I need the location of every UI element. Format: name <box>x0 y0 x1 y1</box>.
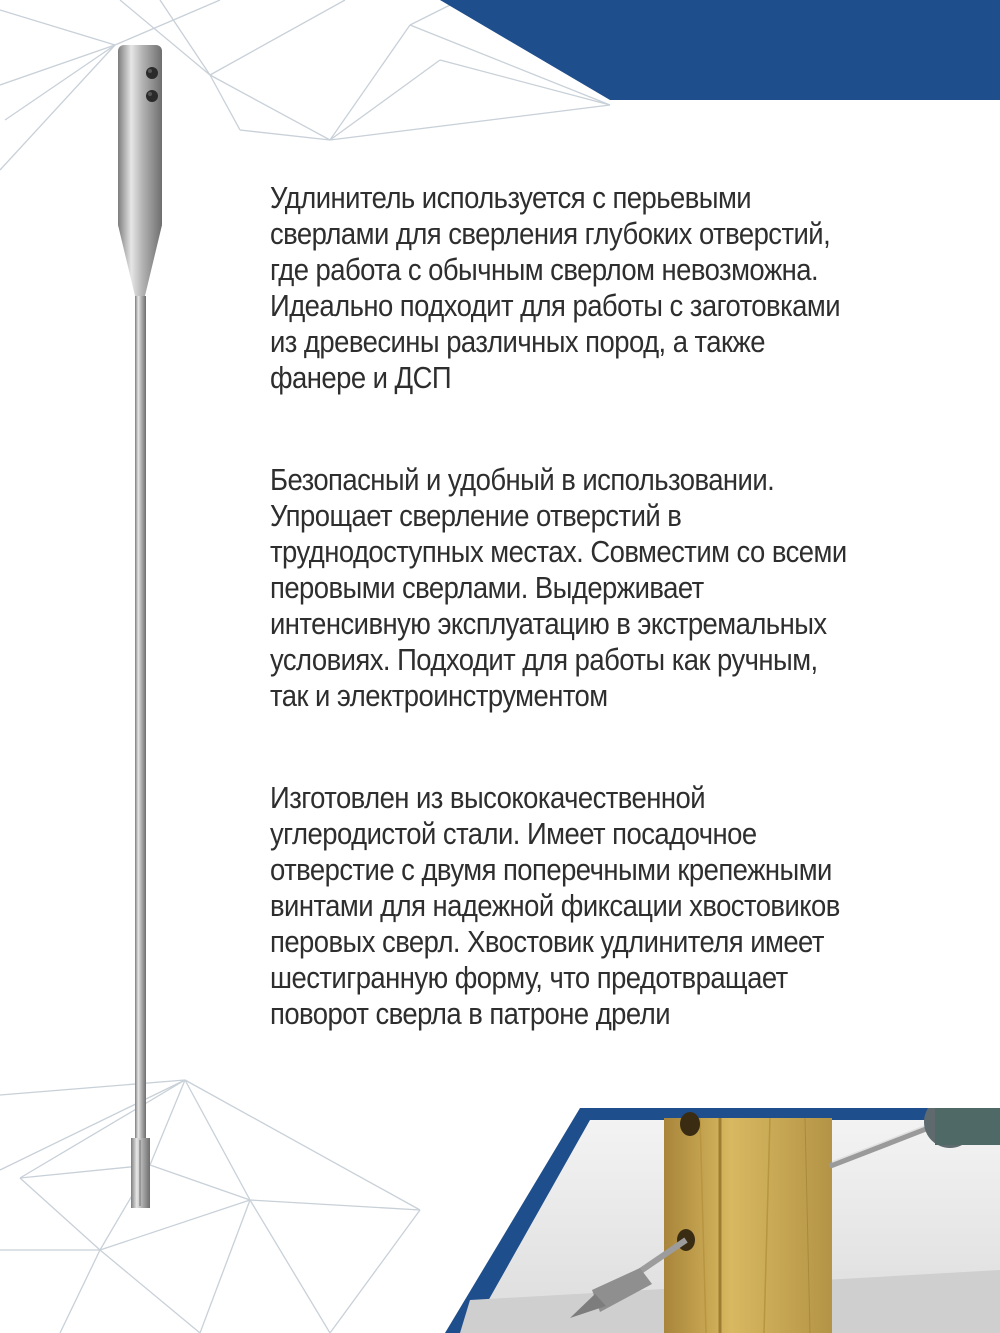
usage-photo <box>460 1096 1000 1333</box>
description-paragraph-3: Изготовлен из высококачественной углеродистой стали. Имеет посадочное отверстие с двумя поперечными крепежными винтами для надежной фиксации хвостовиков перовых сверл. Хвостовик удлинителя имеет шестигранную форму, что предотвращает поворот сверла в патроне дрели <box>270 781 840 1031</box>
blue-banner-top <box>440 0 1000 100</box>
set-screw-1 <box>146 67 158 79</box>
description-paragraph-2: Безопасный и удобный в использовании. Упрощает сверление отверстий в труднодоступных местах. Совместим со всеми перовыми сверлами. Выдерживает интенсивную эксплуатацию в экстремальных условиях. Подходит для работы как ручным, так и электроинструментом <box>270 463 847 713</box>
geometric-pattern-bottom <box>0 1080 420 1333</box>
description-paragraph-1: Удлинитель используется с перьевыми сверлами для сверления глубоких отверстий, где работа с обычным сверлом невозможна. Идеально подходит для работы с заготовками из древесины различных пород, а также фанере и ДСП <box>270 181 840 395</box>
set-screw-2 <box>146 90 158 102</box>
drill-extension-illustration <box>118 45 162 1208</box>
wooden-block <box>664 1118 832 1333</box>
